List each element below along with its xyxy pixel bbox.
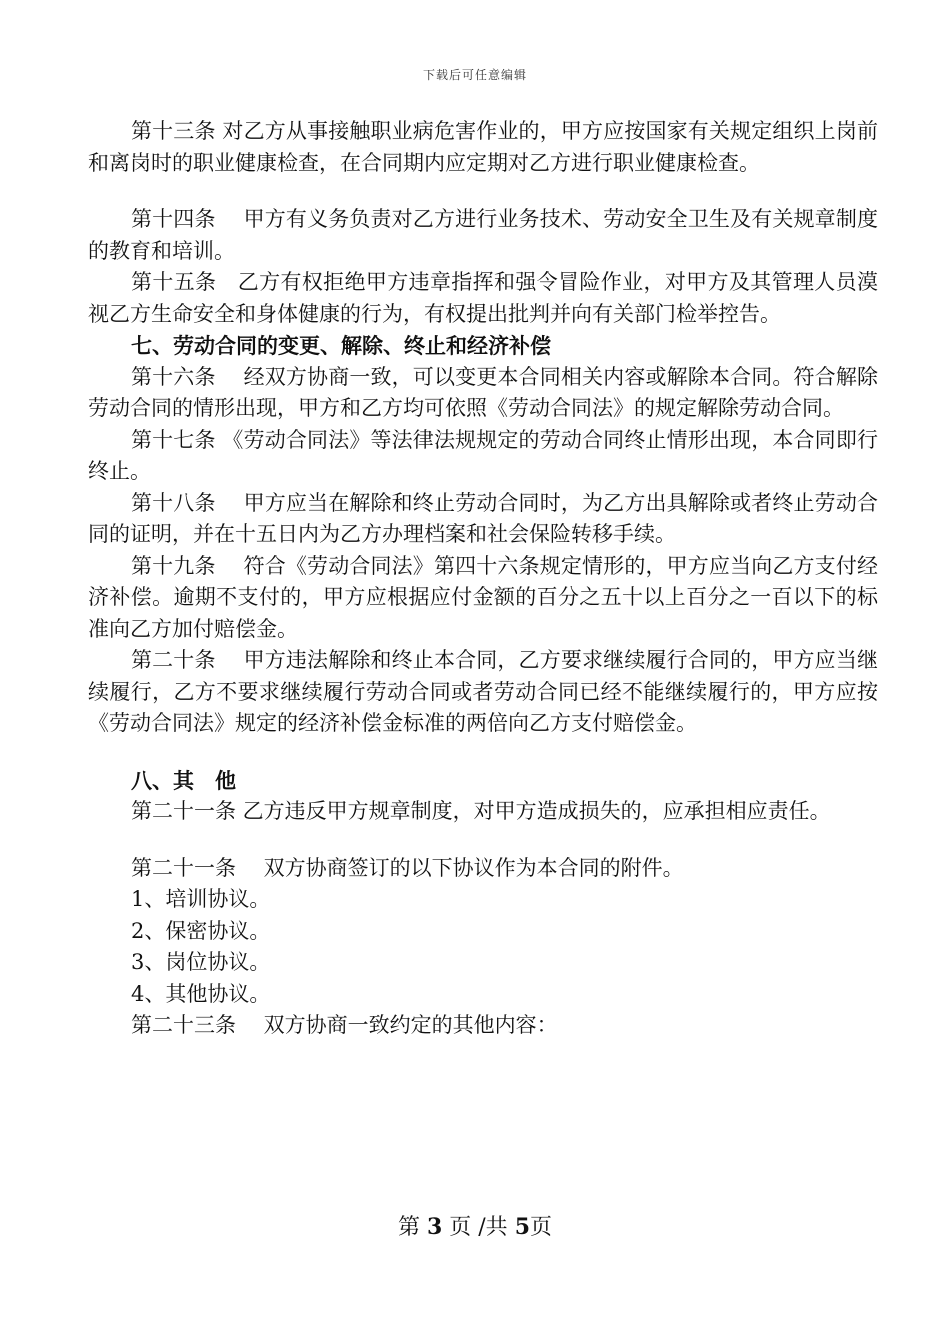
article-23: 第二十三条 双方协商一致约定的其他内容： bbox=[131, 1013, 558, 1037]
page-number bbox=[0, 1210, 950, 1241]
section-7-heading: 七、劳动合同的变更、解除、终止和经济补偿 bbox=[131, 333, 551, 358]
article-15: 第十五条 乙方有权拒绝甲方违章指挥和强令冒险作业，对甲方及其管理人员漠视乙方生命安全和身体健康的行为，有权提出批判并向有关部门检举控告。 bbox=[88, 270, 878, 326]
attachment-item: 4、其他协议。 bbox=[131, 981, 271, 1006]
download-note: 下载后可任意编辑 bbox=[422, 68, 527, 82]
current-page: 3 bbox=[426, 1214, 443, 1240]
article-13: 第十三条 对乙方从事接触职业病危害作业的，甲方应按国家有关规定组织上岗前和离岗时的职业健康检查，在合同期内应定期对乙方进行职业健康检查。 bbox=[88, 119, 878, 175]
document-body bbox=[88, 116, 878, 1042]
article-21b: 第二十一条 双方协商签订的以下协议作为本合同的附件。 bbox=[131, 855, 684, 880]
page-middle: 页 /共 bbox=[449, 1215, 515, 1240]
article-19: 第十九条 符合《劳动合同法》第四十六条规定情形的，甲方应当向乙方支付经济补偿。逾期不支付的，甲方应根据应付金额的百分之五十以上百分之一百以下的标准向乙方加付赔偿金。 bbox=[88, 553, 878, 641]
page-prefix: 第 bbox=[397, 1215, 427, 1240]
total-pages: 5 bbox=[514, 1214, 530, 1240]
article-21a: 第二十一条 乙方违反甲方规章制度，对甲方造成损失的，应承担相应责任。 bbox=[131, 799, 831, 823]
article-17: 第十七条 《劳动合同法》等法律法规规定的劳动合同终止情形出现，本合同即行终止。 bbox=[88, 427, 878, 483]
attachment-item: 1、培训协议。 bbox=[131, 887, 271, 911]
attachment-item: 3、岗位协议。 bbox=[131, 950, 271, 974]
article-18: 第十八条 甲方应当在解除和终止劳动合同时，为乙方出具解除或者终止劳动合同的证明，并在十五日内为乙方办理档案和社会保险转移手续。 bbox=[88, 490, 878, 546]
page-suffix: 页 bbox=[530, 1215, 553, 1240]
section-8-heading: 八、其 他 bbox=[131, 767, 236, 793]
article-20: 第二十条 甲方违法解除和终止本合同，乙方要求继续履行合同的，甲方应当继续履行，乙方不要求继续履行劳动合同或者劳动合同已经不能继续履行的，甲方应按《劳动合同法》规定的经济补偿金标准的两倍向乙方支付赔偿金。 bbox=[88, 648, 878, 735]
article-14: 第十四条 甲方有义务负责对乙方进行业务技术、劳动安全卫生及有关规章制度的教育和培训。 bbox=[88, 207, 878, 263]
article-16: 第十六条 经双方协商一致，可以变更本合同相关内容或解除本合同。符合解除劳动合同的情形出现，甲方和乙方均可依照《劳动合同法》的规定解除劳动合同。 bbox=[88, 364, 878, 420]
attachment-item: 2、保密协议。 bbox=[131, 918, 271, 943]
